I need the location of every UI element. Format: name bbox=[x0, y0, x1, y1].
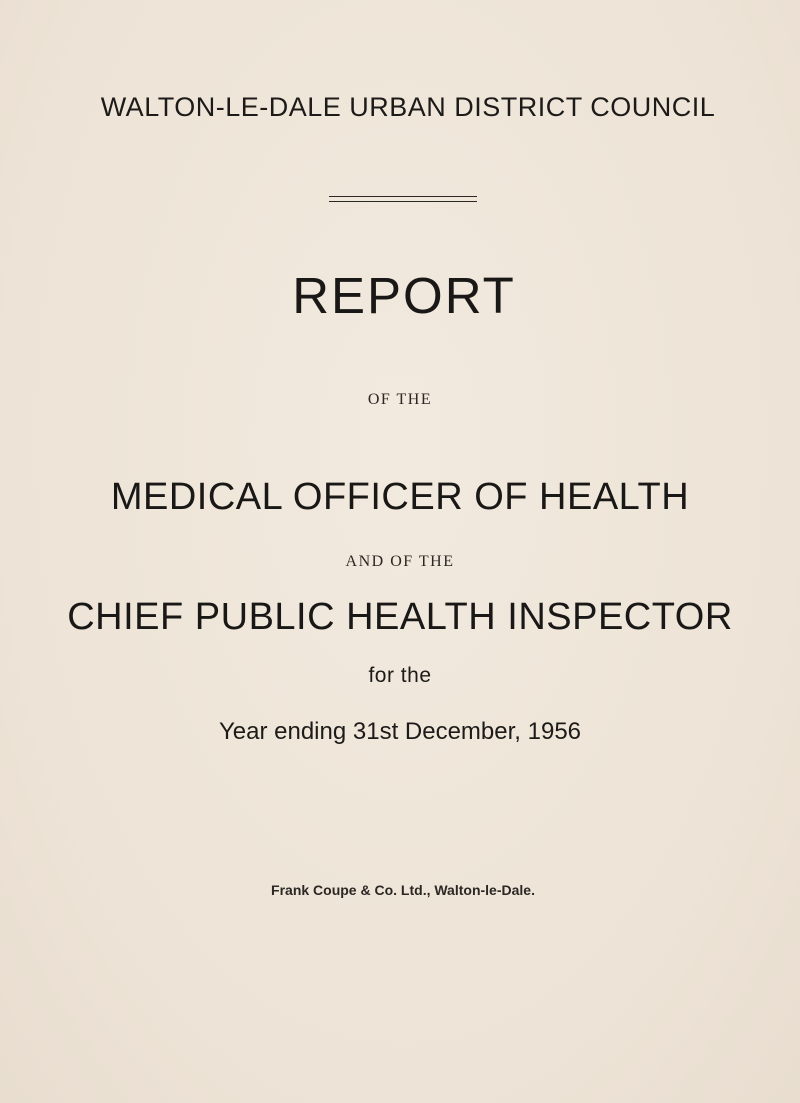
council-name: WALTON-LE-DALE URBAN DISTRICT COUNCIL bbox=[100, 92, 716, 122]
of-the-text: OF THE bbox=[367, 391, 433, 408]
for-the-text: for the bbox=[368, 664, 432, 687]
printer-credit: Frank Coupe & Co. Ltd., Walton-le-Dale. bbox=[271, 882, 535, 898]
double-rule-divider bbox=[329, 196, 477, 202]
report-title: REPORT bbox=[292, 267, 516, 324]
year-ending-text: Year ending 31st December, 1956 bbox=[218, 718, 582, 745]
medical-officer-heading: MEDICAL OFFICER OF HEALTH bbox=[110, 476, 690, 518]
chief-inspector-heading: CHIEF PUBLIC HEALTH INSPECTOR bbox=[67, 596, 733, 638]
and-of-the-text: AND OF THE bbox=[345, 553, 455, 570]
